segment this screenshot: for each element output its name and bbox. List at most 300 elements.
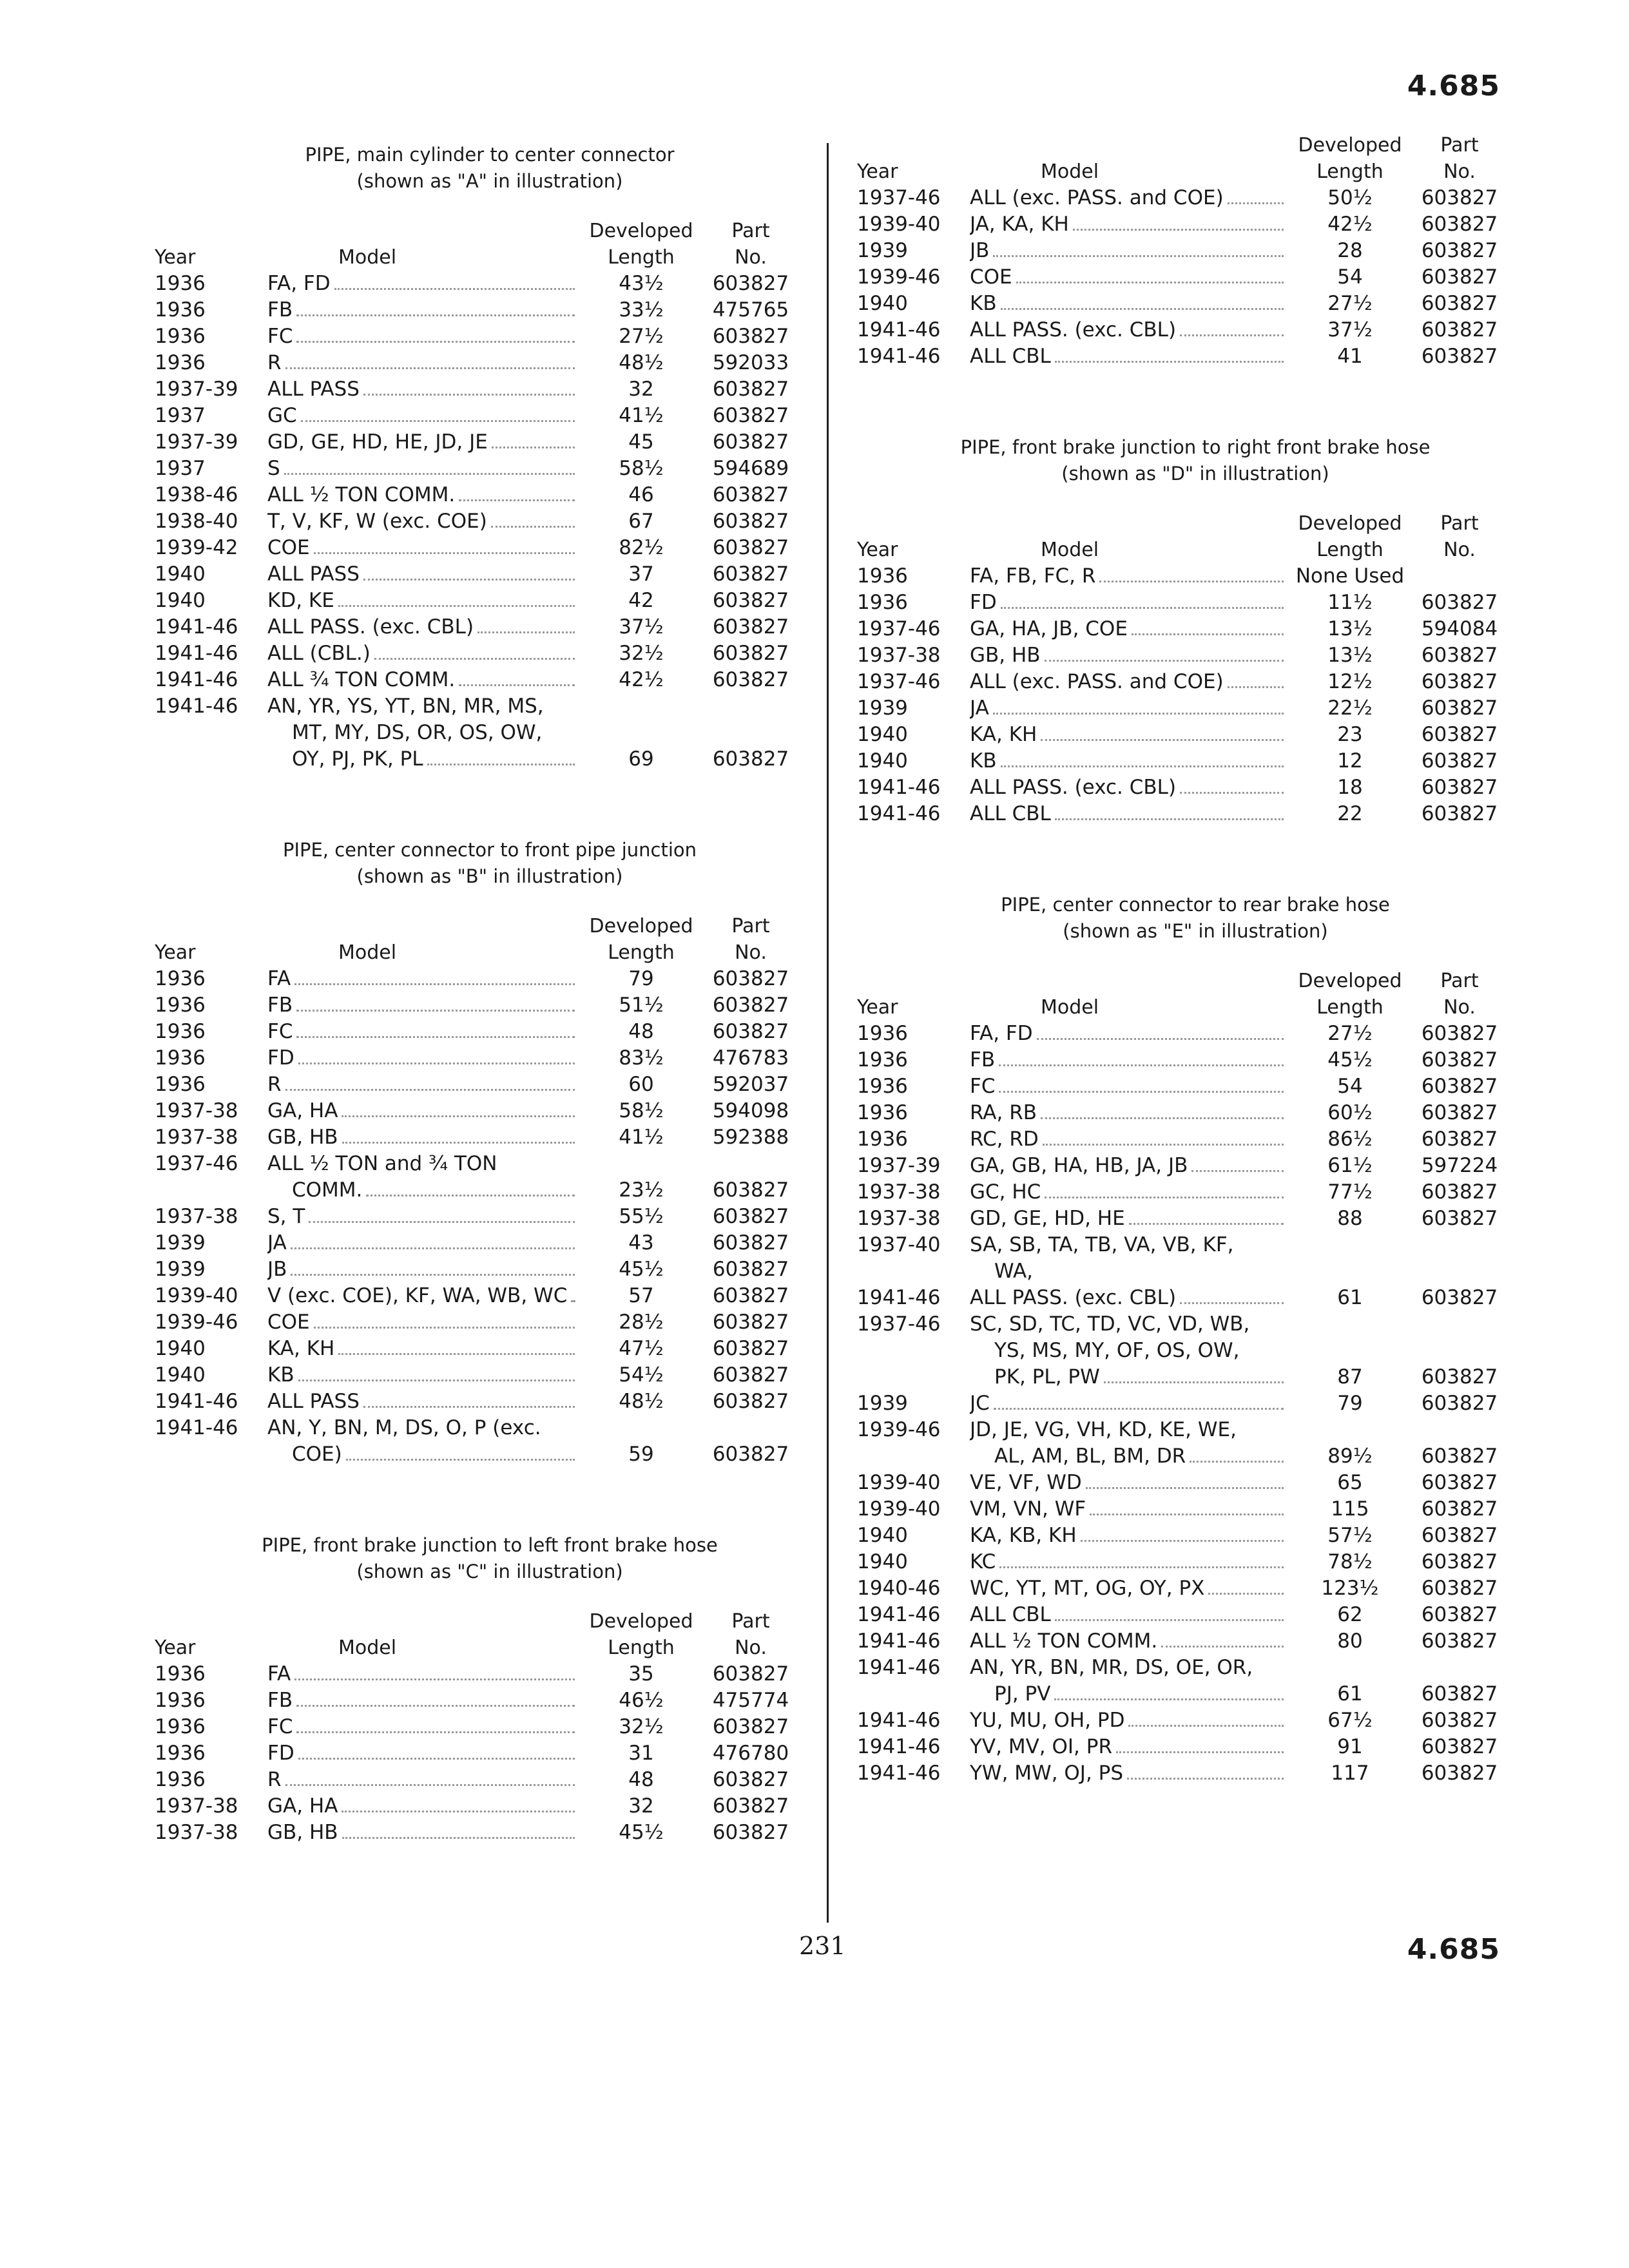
dot-leader (1116, 1751, 1284, 1753)
model-line (970, 722, 1289, 748)
model-text: ALL (exc. PASS. and COE) (970, 186, 1224, 209)
row-length: 28 (1337, 239, 1363, 262)
model-line (267, 456, 580, 482)
model-line (267, 1098, 580, 1124)
row-model (970, 291, 1289, 317)
row-model (267, 323, 580, 350)
model-text: FB (267, 1689, 293, 1712)
row-year: 1936 (857, 1101, 908, 1124)
row-length: 54½ (619, 1363, 664, 1387)
row-year: 1936 (155, 967, 206, 990)
row-length: 60½ (1327, 1101, 1373, 1124)
row-part-number: 603827 (1421, 723, 1498, 746)
header-length-l1: Developed (589, 220, 693, 242)
header-part-l1: Part (731, 1610, 770, 1633)
model-text: FA, FB, FC, R (970, 564, 1096, 588)
page-number-bottom: 4.685 (1407, 1933, 1500, 1966)
row-length: 22½ (1327, 697, 1373, 720)
parts-table (857, 968, 1508, 1787)
dot-leader (459, 499, 575, 501)
row-length: 31 (628, 1742, 654, 1765)
model-text: R (267, 1073, 282, 1096)
table-row (857, 801, 1508, 827)
table-row (155, 614, 799, 640)
table-row (155, 1072, 799, 1098)
row-part-number: 603827 (1421, 239, 1498, 262)
row-year: 1936 (857, 1128, 908, 1151)
row-model (267, 508, 580, 535)
model-text: COMM. (292, 1178, 363, 1202)
row-year: 1936 (155, 994, 206, 1017)
row-length: 32 (628, 1794, 654, 1818)
row-part-number: 603827 (1421, 1577, 1498, 1600)
model-text: AL, AM, BL, BM, DR (994, 1445, 1186, 1468)
row-year: 1941-46 (857, 1603, 941, 1626)
row-model (970, 1734, 1289, 1760)
model-text: ALL (CBL.) (267, 642, 371, 665)
model-line (970, 185, 1289, 211)
row-year: 1936 (155, 1768, 206, 1791)
table-row (857, 695, 1508, 722)
row-part-number: 592388 (712, 1126, 789, 1149)
model-line (267, 1661, 580, 1687)
model-text: FB (970, 1048, 996, 1072)
table-row (857, 1628, 1508, 1655)
row-model (267, 1661, 580, 1687)
table-row (857, 1126, 1508, 1153)
section-subtitle: (shown as "B" in illustration) (356, 865, 623, 887)
model-line (970, 1390, 1289, 1417)
row-length: 43½ (619, 272, 664, 295)
row-model (970, 1496, 1289, 1523)
model-text: GA, GB, HA, HB, JA, JB (970, 1154, 1188, 1177)
table-row (857, 1470, 1508, 1496)
row-length: 48 (628, 1020, 654, 1043)
header-model: Model (338, 246, 397, 269)
dot-leader (342, 1811, 575, 1812)
header-year: Year (155, 941, 196, 964)
model-text: FD (267, 1046, 294, 1070)
row-length: 32½ (619, 642, 664, 665)
table-row (155, 429, 799, 456)
section-gap (857, 370, 1508, 434)
row-year: 1936 (155, 1046, 206, 1070)
header-length-l2: Length (608, 246, 675, 269)
row-model (970, 343, 1289, 370)
model-line (970, 1206, 1289, 1232)
model-line (267, 429, 580, 456)
row-part-number: 603827 (712, 430, 789, 454)
model-text: ALL PASS (267, 1390, 360, 1413)
model-line (970, 1311, 1289, 1338)
row-model (970, 1390, 1289, 1417)
row-model (970, 264, 1289, 291)
table-row (155, 1336, 799, 1362)
model-line (970, 1153, 1289, 1179)
dot-leader (338, 1353, 575, 1355)
row-part-number: 603827 (712, 642, 789, 665)
table-row (857, 1417, 1508, 1470)
row-length: 42½ (619, 668, 664, 691)
table-row (857, 211, 1508, 238)
row-model (267, 1151, 580, 1204)
row-length: 43 (628, 1231, 654, 1254)
dot-leader (1045, 1196, 1284, 1198)
row-part-number: 603827 (1421, 213, 1498, 236)
dot-leader (342, 1142, 575, 1144)
header-part-l1: Part (1440, 134, 1479, 157)
row-model (267, 403, 580, 429)
table-row (155, 966, 799, 992)
row-year: 1936 (857, 591, 908, 614)
table-row (155, 1256, 799, 1283)
model-line (970, 590, 1289, 616)
row-part-number: 603827 (1421, 1128, 1498, 1151)
model-line (267, 376, 580, 403)
row-model (267, 271, 580, 297)
model-line (267, 1767, 580, 1793)
table-row (155, 1019, 799, 1045)
model-line (267, 1740, 580, 1767)
row-year: 1940 (155, 589, 206, 612)
dot-leader (291, 1247, 575, 1249)
table-row (155, 1661, 799, 1687)
model-text: PK, PL, PW (994, 1365, 1100, 1389)
row-length: 11½ (1327, 591, 1373, 614)
dot-leader (296, 1731, 575, 1733)
model-text: JA, KA, KH (970, 213, 1069, 236)
table-row (857, 774, 1508, 801)
table-row (155, 535, 799, 561)
row-length: 61 (1337, 1682, 1363, 1706)
dot-leader (427, 764, 575, 765)
model-text: PJ, PV (994, 1682, 1051, 1706)
table-row (857, 343, 1508, 370)
row-year: 1940 (155, 562, 206, 586)
row-year: 1939-40 (857, 213, 941, 236)
dot-leader (477, 631, 575, 633)
row-year: 1941-46 (857, 1656, 941, 1679)
row-part-number: 603827 (712, 1363, 789, 1387)
row-year: 1937-38 (155, 1821, 238, 1844)
row-year: 1938-46 (155, 483, 238, 506)
model-text: COE (970, 265, 1012, 289)
row-year: 1941-46 (857, 318, 941, 341)
row-length: 32 (628, 378, 654, 401)
dot-leader (1180, 1302, 1284, 1304)
row-model (267, 297, 580, 323)
dot-leader (296, 314, 575, 316)
column-divider (827, 143, 829, 1923)
row-year: 1937-40 (857, 1233, 941, 1256)
model-line (970, 1549, 1289, 1575)
model-text: JC (970, 1392, 990, 1415)
row-length: 115 (1331, 1497, 1369, 1521)
row-model (267, 1098, 580, 1124)
model-text: OY, PJ, PK, PL (292, 747, 423, 771)
row-model (267, 1124, 580, 1151)
model-text: MT, MY, DS, OR, OS, OW, (292, 721, 543, 744)
model-line (970, 211, 1289, 238)
row-model (267, 1767, 580, 1793)
dot-leader (1045, 660, 1284, 662)
section-subtitle: (shown as "E" in illustration) (1063, 920, 1328, 942)
row-part-number: 603827 (712, 1662, 789, 1686)
model-text: YS, MS, MY, OF, OS, OW, (994, 1339, 1240, 1362)
row-part-number: 603827 (712, 1231, 789, 1254)
row-model (970, 1100, 1289, 1126)
model-text: ALL ½ TON COMM. (970, 1629, 1158, 1653)
row-length: 79 (1337, 1392, 1363, 1415)
table-row (857, 1390, 1508, 1417)
header-length-l1: Developed (1298, 512, 1402, 535)
row-length: 42 (628, 589, 654, 612)
dot-leader (334, 288, 575, 290)
row-year: 1937-39 (857, 1154, 941, 1177)
model-line (970, 669, 1289, 695)
row-part-number: 603827 (1421, 697, 1498, 720)
row-part-number: 603827 (712, 1443, 789, 1466)
row-part-number: 603827 (712, 1390, 789, 1413)
model-line (267, 614, 580, 640)
row-length: 48½ (619, 351, 664, 374)
header-blank (267, 913, 580, 939)
model-line (970, 1523, 1289, 1549)
row-part-number: 603827 (1421, 1735, 1498, 1758)
model-text: R (267, 1768, 282, 1791)
row-model (267, 1019, 580, 1045)
row-length: 83½ (619, 1046, 664, 1070)
section-title: PIPE, center connector to front pipe junction (282, 839, 697, 861)
row-part-number: 603827 (1421, 1048, 1498, 1072)
dot-leader (374, 658, 575, 660)
table-row (857, 1734, 1508, 1760)
row-part-number: 603827 (1421, 345, 1498, 368)
model-text: GD, GE, HD, HE, JD, JE (267, 430, 488, 454)
row-model (267, 1309, 580, 1336)
row-model (970, 1126, 1289, 1153)
row-length: 45½ (619, 1821, 664, 1844)
table-row (857, 185, 1508, 211)
table-row (155, 1204, 799, 1230)
row-model (267, 376, 580, 403)
row-part-number: 603827 (1421, 1603, 1498, 1626)
row-part-number: 603827 (712, 1794, 789, 1818)
table-row (857, 748, 1508, 774)
header-part-l1: Part (731, 915, 770, 937)
table-row (857, 1655, 1508, 1707)
model-text: S, T (267, 1205, 305, 1228)
model-line (267, 588, 580, 614)
row-model (267, 1230, 580, 1256)
table-row (857, 1285, 1508, 1311)
row-part-number: 603827 (1421, 1392, 1498, 1415)
row-length: 37 (628, 562, 654, 586)
header-model: Model (1041, 160, 1099, 183)
model-line (970, 616, 1289, 642)
model-line (267, 1230, 580, 1256)
model-text: ALL PASS (267, 562, 360, 586)
table-row (857, 722, 1508, 748)
row-part-number: 603827 (1421, 1524, 1498, 1547)
row-model (267, 693, 580, 773)
table-row (155, 323, 799, 350)
row-year: 1936 (155, 1073, 206, 1096)
row-year: 1941-46 (155, 642, 238, 665)
row-length: 27½ (619, 325, 664, 348)
model-line (267, 1441, 580, 1468)
header-part-l2: No. (1443, 539, 1476, 561)
dot-leader (294, 983, 575, 985)
model-line (267, 1336, 580, 1362)
table-row (155, 297, 799, 323)
row-part-number: 603827 (712, 562, 789, 586)
dot-leader (1180, 334, 1284, 336)
row-year: 1940 (857, 292, 908, 315)
model-text: KA, KB, KH (970, 1524, 1077, 1547)
row-year: 1936 (857, 1048, 908, 1072)
model-text: RA, RB (970, 1101, 1037, 1124)
model-text: SC, SD, TC, TD, VC, VD, WB, (970, 1312, 1250, 1336)
dot-leader (346, 1459, 575, 1461)
table-row (857, 1021, 1508, 1047)
table-row (155, 1389, 799, 1415)
row-year: 1941-46 (155, 1416, 238, 1439)
section-subtitle: (shown as "C" in illustration) (356, 1561, 623, 1582)
table-row (155, 1687, 799, 1714)
model-line (970, 801, 1289, 827)
dot-leader (1001, 607, 1284, 609)
row-length: 41½ (619, 1126, 664, 1149)
table-row (155, 1820, 799, 1846)
model-line (970, 1655, 1289, 1681)
model-text: S (267, 457, 280, 480)
row-model (970, 695, 1289, 722)
header-part-l1: Part (1440, 970, 1479, 992)
row-length: 13½ (1327, 617, 1373, 640)
model-text: FC (267, 1020, 293, 1043)
model-text: KD, KE (267, 589, 334, 612)
model-line (267, 1389, 580, 1415)
row-year: 1936 (155, 1715, 206, 1738)
row-model (970, 774, 1289, 801)
row-length (1289, 1232, 1411, 1285)
row-length: 48½ (619, 1390, 664, 1413)
header-blank (970, 132, 1289, 159)
row-year: 1939 (155, 1258, 206, 1281)
header-year: Year (857, 539, 898, 561)
table-row (857, 642, 1508, 669)
model-line (267, 992, 580, 1019)
row-model (267, 992, 580, 1019)
header-model: Model (338, 1637, 397, 1659)
row-length: 61½ (1327, 1154, 1373, 1177)
row-part-number: 603827 (1421, 749, 1498, 773)
dot-leader (1208, 1593, 1284, 1595)
row-model (970, 1311, 1289, 1390)
row-year: 1937-39 (155, 430, 238, 454)
row-model (970, 1470, 1289, 1496)
row-length: 67½ (1327, 1709, 1373, 1732)
model-text: FA, FD (267, 272, 331, 295)
header-part-l1: Part (1440, 512, 1479, 535)
row-year: 1937 (155, 457, 206, 480)
row-length: 37½ (1327, 318, 1373, 341)
table-row (857, 590, 1508, 616)
row-length: 117 (1331, 1762, 1369, 1785)
header-blank (857, 968, 970, 994)
model-line (970, 343, 1289, 370)
table-row (155, 693, 799, 773)
row-part-number: 476783 (712, 1046, 789, 1070)
row-part-number: 603827 (1421, 265, 1498, 289)
model-line (267, 746, 580, 773)
row-year: 1937-46 (857, 186, 941, 209)
row-length: 60 (628, 1073, 654, 1096)
dot-leader (1001, 308, 1284, 310)
row-year: 1939 (155, 1231, 206, 1254)
row-part-number: 603827 (712, 510, 789, 533)
table-row (857, 1100, 1508, 1126)
row-year: 1940-46 (857, 1577, 941, 1600)
table-row (155, 588, 799, 614)
model-text: JB (970, 239, 990, 262)
row-year: 1939-42 (155, 536, 238, 559)
model-text: ALL PASS. (exc. CBL) (970, 1286, 1177, 1309)
model-line (970, 264, 1289, 291)
header-blank (267, 1608, 580, 1635)
folio-number: 231 (799, 1932, 846, 1960)
model-line (267, 1151, 580, 1177)
row-model (267, 640, 580, 667)
dot-leader (309, 1221, 575, 1223)
row-year: 1936 (857, 1075, 908, 1098)
row-part-number: 594098 (712, 1099, 789, 1122)
model-text: RC, RD (970, 1128, 1039, 1151)
row-year: 1940 (857, 749, 908, 773)
row-model (267, 1793, 580, 1820)
model-line (970, 563, 1289, 590)
table-row (155, 1767, 799, 1793)
model-line (970, 1364, 1289, 1390)
model-line (267, 1283, 580, 1309)
row-part-number: 603827 (712, 483, 789, 506)
header-part-l2: No. (735, 1637, 767, 1659)
row-part-number: 603827 (712, 378, 789, 401)
model-text: JA (267, 1231, 287, 1254)
header-year: Year (155, 246, 196, 269)
row-model (970, 590, 1289, 616)
row-part-number: 603827 (1421, 1101, 1498, 1124)
header-gap (857, 945, 1508, 968)
model-text: GB, HB (267, 1126, 338, 1149)
model-text: FC (970, 1075, 996, 1098)
header-blank (267, 218, 580, 244)
model-line (970, 1417, 1289, 1443)
table-row (857, 1496, 1508, 1523)
dot-leader (999, 1091, 1284, 1093)
dot-leader (284, 473, 575, 475)
row-part-number: 603827 (1421, 591, 1498, 614)
dot-leader (342, 1115, 575, 1117)
header-part-l1: Part (731, 220, 770, 242)
table-row (155, 1415, 799, 1468)
row-length: 55½ (619, 1205, 664, 1228)
row-length: 32½ (619, 1715, 664, 1738)
dot-leader (993, 713, 1284, 715)
table-row (155, 1151, 799, 1204)
model-line (267, 667, 580, 693)
